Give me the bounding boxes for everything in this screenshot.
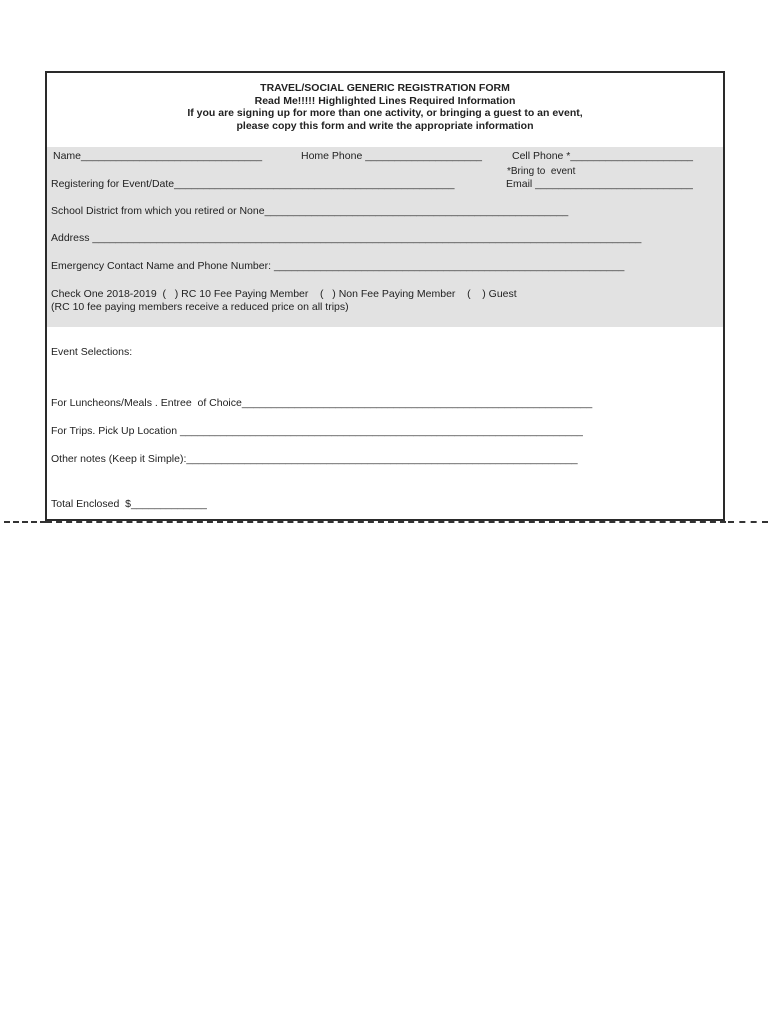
other-notes-field[interactable]: Other notes (Keep it Simple):___________________________________________________________________: [51, 453, 578, 465]
form-subtitle: Read Me!!!!! Highlighted Lines Required Information: [254, 94, 516, 107]
rc-member-note: (RC 10 fee paying members receive a reduced price on all trips): [51, 301, 349, 313]
form-note-2: please copy this form and write the appropriate information: [236, 119, 534, 132]
event-date-field[interactable]: Registering for Event/Date________________________________________________: [51, 178, 455, 190]
form-note-1: If you are signing up for more than one activity, or bringing a guest to an event,: [187, 107, 583, 119]
cut-line-bottom: [46, 521, 726, 523]
address-field[interactable]: Address ______________________________________________________________________________________________: [51, 232, 642, 244]
membership-check-field[interactable]: Check One 2018-2019 ( ) RC 10 Fee Paying Member ( ) Non Fee Paying Member ( ) Guest: [51, 288, 517, 300]
event-selections-label: Event Selections:: [51, 346, 133, 358]
cell-phone-field[interactable]: Cell Phone *_____________________: [512, 150, 694, 162]
trip-pickup-field[interactable]: For Trips. Pick Up Location _____________________________________________________________________: [51, 425, 583, 437]
total-enclosed-field[interactable]: Total Enclosed $_____________: [51, 498, 207, 510]
form-header: [47, 73, 723, 132]
school-district-field[interactable]: School District from which you retired or None____________________________________________________: [51, 205, 569, 217]
name-field[interactable]: Name_______________________________: [53, 150, 263, 162]
emergency-contact-field[interactable]: Emergency Contact Name and Phone Number: ____________________________________________________________: [51, 260, 625, 272]
luncheon-entree-field[interactable]: For Luncheons/Meals . Entree of Choice____________________________________________________________: [51, 397, 593, 409]
bring-to-event-note: *Bring to event: [507, 166, 576, 177]
email-field[interactable]: Email ___________________________: [506, 178, 693, 190]
cut-line-right: [728, 521, 768, 523]
cut-line-left: [4, 521, 46, 523]
home-phone-field[interactable]: Home Phone ____________________: [301, 150, 482, 162]
form-title: TRAVEL/SOCIAL GENERIC REGISTRATION FORM: [260, 82, 510, 94]
registration-form: [45, 71, 725, 521]
